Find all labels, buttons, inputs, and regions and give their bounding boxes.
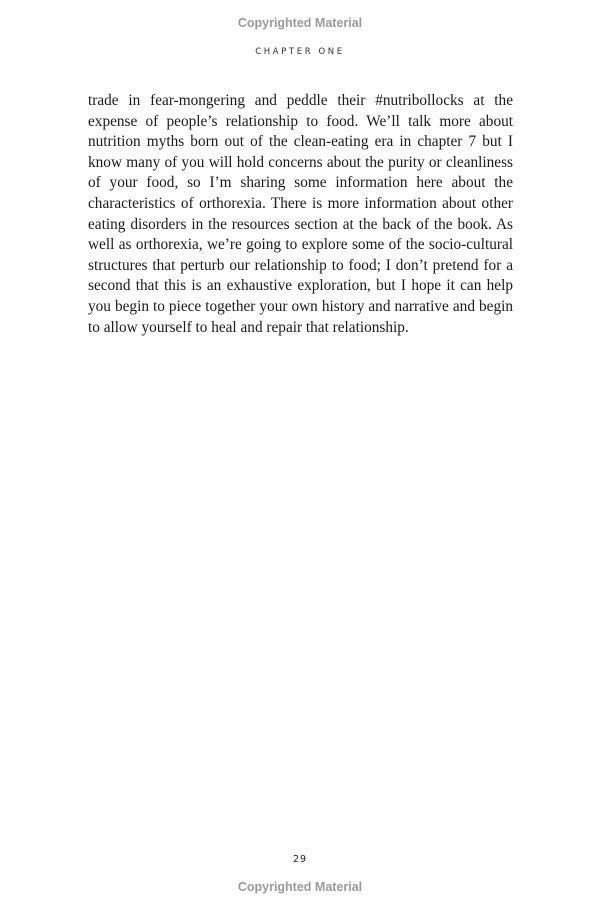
copyright-watermark-bottom: Copyrighted Material [237,880,363,894]
body-paragraph: trade in fear-mongering and peddle their #nutribollocks at the expense of people’s relationship to food. We’ll talk more about nutrition myths born out of the clean-eating era in chapter 7 but I know many of you will hold concerns about the purity or cleanliness of your food, so I’m sharing some information here about the characteristics of orthorexia. There is more information about other eating disorders in the resources section at the back of the book. As well as orthorexia, we’re going to explore some of the socio-cultural structures that perturb our relationship to food; I don’t pretend for a second that this is an exhaustive exploration, but I hope it can help you begin to piece together your own history and narrative and begin to allow yourself to heal and repair that relationship. [88,92,513,336]
chapter-running-head: CHAPTER ONE [255,47,345,57]
page-number: 29 [292,854,308,865]
copyright-watermark-top: Copyrighted Material [237,16,363,30]
